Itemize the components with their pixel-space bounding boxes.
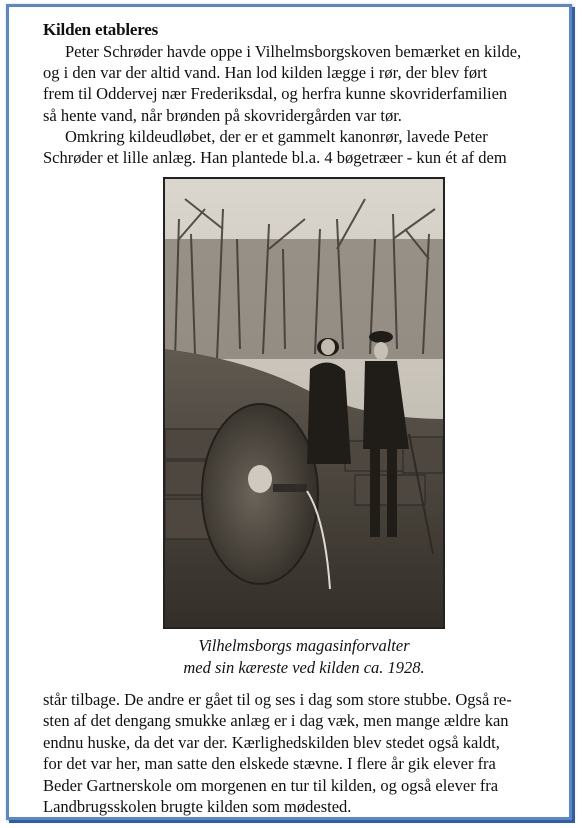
text-line: frem til Oddervej nær Frederiksdal, og herfra kunne skovriderfamilien xyxy=(43,84,508,104)
photo-caption-line: med sin kæreste ved kilden ca. 1928. xyxy=(183,658,425,677)
text-line: Omkring kildeudløbet, der er et gammelt kanonrør, lavede Peter xyxy=(65,127,488,146)
text-line: Peter Schrøder havde oppe i Vilhelmsborgskoven bemærket en kilde, xyxy=(65,42,522,61)
text-line: Beder Gartnerskole om morgenen en tur til kilden, og også elever fra xyxy=(43,775,499,795)
paragraph-3 xyxy=(43,689,551,817)
text-line: så hente vand, når brønden på skovridergården var tør. xyxy=(43,105,402,125)
text-line: Landbrugsskolen brugte kilden som mødested. xyxy=(43,797,352,817)
photo-caption-line: Vilhelmsborgs magasinforvalter xyxy=(198,636,410,655)
text-line: Schrøder et lille anlæg. Han plantede bl.a. 4 bøgetræer - kun ét af dem xyxy=(43,148,507,168)
text-line: og i den var der altid vand. Han lod kilden lægge i rør, der blev ført xyxy=(43,63,488,83)
text-line: for det var her, man satte den elskede stævne. I flere år gik elever fra xyxy=(43,754,496,774)
historic-photo xyxy=(163,177,445,629)
section-heading: Kilden etableres xyxy=(43,20,159,39)
text-line: endnu huske, da det var der. Kærlighedskilden blev stedet også kaldt, xyxy=(43,732,500,752)
text-line: står tilbage. De andre er gået til og ses i dag som store stubbe. Også re- xyxy=(43,690,512,709)
paragraph-2 xyxy=(43,126,551,168)
document-page xyxy=(6,4,572,820)
paragraph-1 xyxy=(43,41,551,126)
text-line: sten af det dengang smukke anlæg er i dag væk, men mange ældre kan xyxy=(43,711,509,731)
